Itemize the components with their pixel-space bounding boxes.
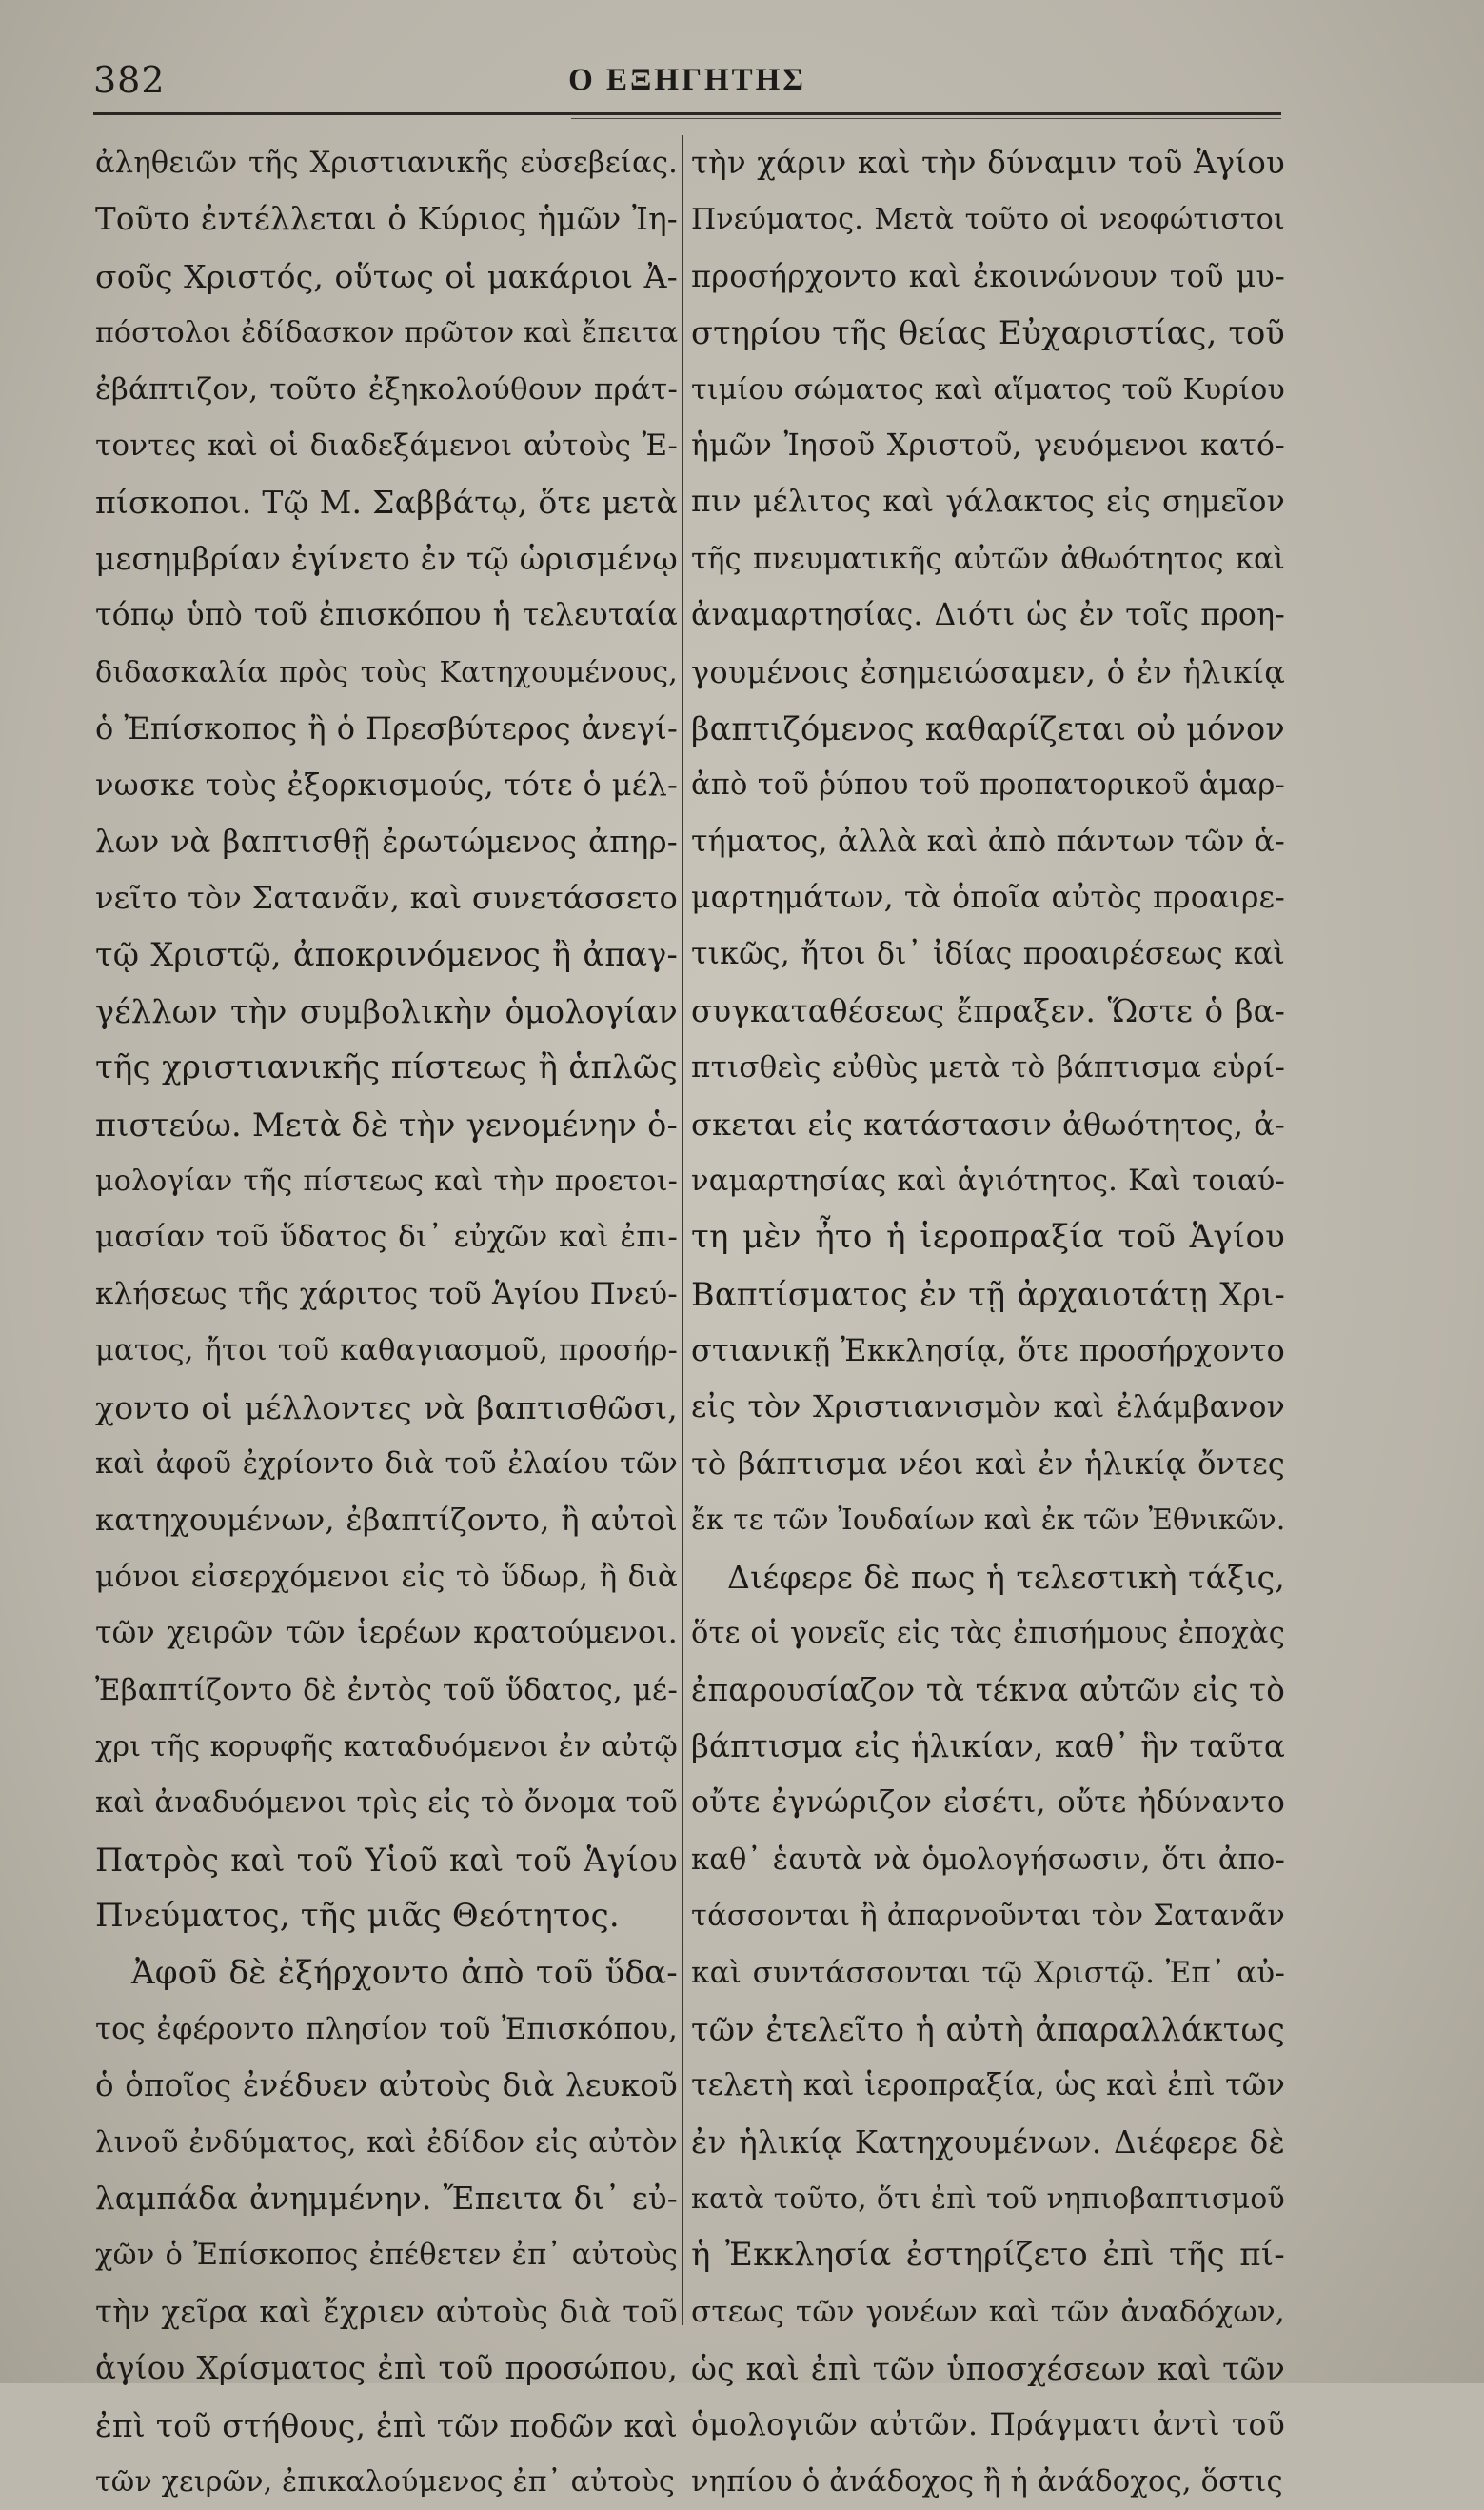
text-line: ἐπὶ τοῦ στήθους, ἐπὶ τῶν ποδῶν καὶ: [95, 2406, 678, 2444]
text-line: πιστεύω. Μετὰ δὲ τὴν γενομένην ὁ-: [95, 1106, 678, 1144]
text-line: κατηχουμένων, ἐβαπτίζοντο, ἢ αὐτοὶ: [95, 1502, 678, 1539]
text-line: τὴν χάριν καὶ τὴν δύναμιν τοῦ Ἁγίου: [691, 145, 1285, 181]
text-line: Ἀφοῦ δὲ ἐξήρχοντο ἀπὸ τοῦ ὕδα-: [131, 1953, 678, 1992]
text-line: ἀναμαρτησίας. Διότι ὡς ἐν τοῖς προη-: [691, 598, 1285, 633]
text-line: γέλλων τὴν συμβολικὴν ὁμολογίαν: [95, 992, 678, 1030]
text-line: λαμπάδα ἀνημμένην. Ἔπειτα δι᾽ εὐ-: [95, 2181, 678, 2218]
text-line: μεσημβρίαν ἐγίνετο ἐν τῷ ὡρισμένῳ: [95, 540, 678, 577]
text-line: τὸ βάπτισμα νέοι καὶ ἐν ἡλικίᾳ ὄντες: [691, 1444, 1285, 1482]
text-line: βαπτιζόμενος καθαρίζεται οὐ μόνον: [691, 709, 1285, 747]
text-line: γουμένοις ἐσημειώσαμεν, ὁ ἐν ἡλικίᾳ: [691, 653, 1285, 690]
text-line: πιν μέλιτος καὶ γάλακτος εἰς σημεῖον: [691, 485, 1285, 520]
text-line: ὅτε οἱ γονεῖς εἰς τὰς ἐπισήμους ἐποχὰς: [691, 1617, 1285, 1651]
text-line: ὁ ὁποῖος ἐνέδυεν αὐτοὺς διὰ λευκοῦ: [95, 2067, 678, 2104]
text-line: συγκαταθέσεως ἔπραξεν. Ὥστε ὁ βα-: [691, 992, 1285, 1029]
text-line: ναμαρτησίας καὶ ἁγιότητος. Καὶ τοιαύ-: [691, 1165, 1285, 1199]
text-line: τιμίου σώματος καὶ αἵματος τοῦ Κυρίου: [691, 372, 1285, 407]
text-line: στηρίου τῆς θείας Εὐχαριστίας, τοῦ: [691, 314, 1285, 352]
text-line: καὶ ἀφοῦ ἐχρίοντο διὰ τοῦ ἐλαίου τῶν: [95, 1446, 678, 1481]
text-line: νηπίου ὁ ἀνάδοχος ἢ ἡ ἀνάδοχος, ὅστις: [691, 2465, 1283, 2500]
text-line: λων νὰ βαπτισθῇ ἐρωτώμενος ἀπηρ-: [95, 823, 678, 860]
text-line: πόστολοι ἐδίδασκον πρῶτον καὶ ἔπειτα: [95, 316, 679, 350]
text-line: ὁμολογιῶν αὐτῶν. Πράγματι ἀντὶ τοῦ: [691, 2407, 1285, 2442]
left-text-column: [95, 135, 679, 2500]
text-line: στιανικῇ Ἐκκλησίᾳ, ὅτε προσήρχοντο: [691, 1332, 1285, 1369]
text-line: ὡς καὶ ἐπὶ τῶν ὑποσχέσεων καὶ τῶν: [691, 2350, 1285, 2388]
text-line: τῶν χειρῶν, ἐπικαλούμενος ἐπ᾽ αὐτοὺς: [95, 2465, 676, 2500]
page-header: [93, 50, 1281, 110]
text-line: διδασκαλία πρὸς τοὺς Κατηχουμένους,: [95, 655, 678, 689]
text-line: τήματος, ἀλλὰ καὶ ἀπὸ πάντων τῶν ἁ-: [691, 824, 1285, 859]
text-line: ἡμῶν Ἰησοῦ Χριστοῦ, γευόμενοι κατό-: [691, 428, 1285, 463]
text-line: εἰς τὸν Χριστιανισμὸν καὶ ἐλάμβανον: [691, 1389, 1285, 1424]
column-divider: [682, 135, 683, 2325]
text-line: χῶν ὁ Ἐπίσκοπος ἐπέθετεν ἐπ᾽ αὐτοὺς: [95, 2239, 678, 2273]
text-line: τοντες καὶ οἱ διαδεξάμενοι αὐτοὺς Ἐ-: [95, 428, 678, 463]
text-line: μασίαν τοῦ ὕδατος δι᾽ εὐχῶν καὶ ἐπι-: [95, 1220, 678, 1255]
text-line: νεῖτο τὸν Σατανᾶν, καὶ συνετάσσετο: [95, 880, 678, 917]
text-line: τῶν ἐτελεῖτο ἡ αὐτὴ ἀπαραλλάκτως: [691, 2010, 1285, 2048]
header-rule-secondary: [571, 118, 1281, 119]
text-line: μόνοι εἰσερχόμενοι εἰς τὸ ὕδωρ, ἢ διὰ: [95, 1559, 678, 1594]
text-line: ἀληθειῶν τῆς Χριστιανικῆς εὐσεβείας.: [95, 147, 678, 180]
text-line: ἔκ τε τῶν Ἰουδαίων καὶ ἐκ τῶν Ἐθνικῶν.: [691, 1504, 1286, 1537]
text-line: καὶ ἀναδυόμενοι τρὶς εἰς τὸ ὄνομα τοῦ: [95, 1786, 678, 1821]
text-line: χρι τῆς κορυφῆς καταδυόμενοι ἐν αὐτῷ: [95, 1729, 678, 1763]
text-line: τῆς χριστιανικῆς πίστεως ἢ ἁπλῶς: [95, 1048, 678, 1087]
text-line: Τοῦτο ἐντέλλεται ὁ Κύριος ἡμῶν Ἰη-: [95, 201, 678, 238]
text-line: Πνεύματος. Μετὰ τοῦτο οἱ νεοφώτιστοι: [691, 203, 1285, 237]
text-line: βάπτισμα εἰς ἡλικίαν, καθ᾽ ἣν ταῦτα: [691, 1727, 1285, 1764]
right-text-column: [691, 135, 1286, 2500]
text-line: λινοῦ ἐνδύματος, καὶ ἐδίδον εἰς αὐτὸν: [95, 2125, 678, 2160]
text-line: τῷ Χριστῷ, ἀποκρινόμενος ἢ ἀπαγ-: [95, 936, 678, 974]
text-line: πίσκοποι. Τῷ Μ. Σαββάτῳ, ὅτε μετὰ: [95, 484, 678, 522]
text-line: προσήρχοντο καὶ ἐκοινώνουν τοῦ μυ-: [691, 257, 1285, 294]
text-line: οὔτε ἐγνώριζον εἰσέτι, οὔτε ἠδύναντο: [691, 1785, 1285, 1821]
text-line: νωσκε τοὺς ἐξορκισμούς, τότε ὁ μέλ-: [95, 767, 678, 804]
text-line: ἐν ἡλικίᾳ Κατηχουμένων. Διέφερε δὲ: [691, 2123, 1285, 2161]
text-line: τῆς πνευματικῆς αὐτῶν ἀθωότητος καὶ: [691, 542, 1285, 576]
text-line: Πνεύματος, τῆς μιᾶς Θεότητος.: [95, 1897, 620, 1936]
running-title: Ο ΕΞΗΓΗΤΗΣ: [568, 63, 806, 97]
text-line: ἀπὸ τοῦ ῥύπου τοῦ προπατορικοῦ ἁμαρ-: [691, 768, 1285, 803]
text-line: χοντο οἱ μέλλοντες νὰ βαπτισθῶσι,: [95, 1388, 678, 1426]
text-line: τάσσονται ἢ ἀπαρνοῦνται τὸν Σατανᾶν: [691, 1900, 1285, 1934]
text-line: Ἐβαπτίζοντο δὲ ἐντὸς τοῦ ὕδατος, μέ-: [95, 1672, 678, 1707]
text-line: κλήσεως τῆς χάριτος τοῦ Ἁγίου Πνεύ-: [95, 1276, 678, 1311]
page-number: 382: [93, 59, 166, 101]
text-line: τόπῳ ὑπὸ τοῦ ἐπισκόπου ἡ τελευταία: [95, 598, 678, 633]
text-line: Βαπτίσματος ἐν τῇ ἀρχαιοτάτῃ Χρι-: [691, 1275, 1285, 1313]
text-line: καὶ συντάσσονται τῷ Χριστῷ. Ἐπ᾽ αὐ-: [691, 1955, 1285, 1990]
text-line: τὴν χεῖρα καὶ ἔχριεν αὐτοὺς διὰ τοῦ: [95, 2293, 678, 2330]
text-line: μαρτημάτων, τὰ ὁποῖα αὐτὸς προαιρε-: [691, 881, 1285, 916]
text-line: μολογίαν τῆς πίστεως καὶ τὴν προετοι-: [95, 1165, 678, 1199]
text-line: σοῦς Χριστός, οὕτως οἱ μακάριοι Ἀ-: [95, 257, 678, 295]
text-line: ὁ Ἐπίσκοπος ἢ ὁ Πρεσβύτερος ἀνεγί-: [95, 709, 678, 747]
text-line: τικῶς, ἤτοι δι᾽ ἰδίας προαιρέσεως καὶ: [691, 937, 1285, 972]
text-line: τη μὲν ἦτο ἡ ἱεροπραξία τοῦ Ἁγίου: [691, 1218, 1285, 1257]
text-line: καθ᾽ ἑαυτὰ νὰ ὁμολογήσωσιν, ὅτι ἀπο-: [691, 1843, 1285, 1877]
text-line: ματος, ἤτοι τοῦ καθαγιασμοῦ, προσήρ-: [95, 1334, 678, 1368]
text-line: τελετὴ καὶ ἱεροπραξία, ὡς καὶ ἐπὶ τῶν: [691, 2068, 1285, 2103]
text-line: Πατρὸς καὶ τοῦ Υἱοῦ καὶ τοῦ Ἁγίου: [95, 1841, 678, 1879]
text-line: ἡ Ἐκκλησία ἐστηρίζετο ἐπὶ τῆς πί-: [691, 2236, 1285, 2275]
text-line: πτισθεὶς εὐθὺς μετὰ τὸ βάπτισμα εὑρί-: [691, 1050, 1285, 1086]
text-line: Διέφερε δὲ πως ἡ τελεστικὴ τάξις,: [727, 1558, 1285, 1596]
text-line: σκεται εἰς κατάστασιν ἀθωότητος, ἀ-: [691, 1106, 1285, 1143]
text-line: ἐπαρουσίαζον τὰ τέκνα αὐτῶν εἰς τὸ: [691, 1671, 1285, 1708]
text-line: ἁγίου Χρίσματος ἐπὶ τοῦ προσώπου,: [95, 2350, 678, 2387]
text-line: ἐβάπτιζον, τοῦτο ἐξηκολούθουν πράτ-: [95, 371, 678, 407]
text-line: στεως τῶν γονέων καὶ τῶν ἀναδόχων,: [691, 2294, 1285, 2329]
text-line: τῶν χειρῶν τῶν ἱερέων κρατούμενοι.: [95, 1616, 678, 1651]
text-line: κατὰ τοῦτο, ὅτι ἐπὶ τοῦ νηπιοβαπτισμοῦ: [691, 2182, 1285, 2217]
text-line: τος ἐφέροντο πλησίον τοῦ Ἐπισκόπου,: [95, 2012, 678, 2046]
header-rule: [93, 112, 1281, 115]
